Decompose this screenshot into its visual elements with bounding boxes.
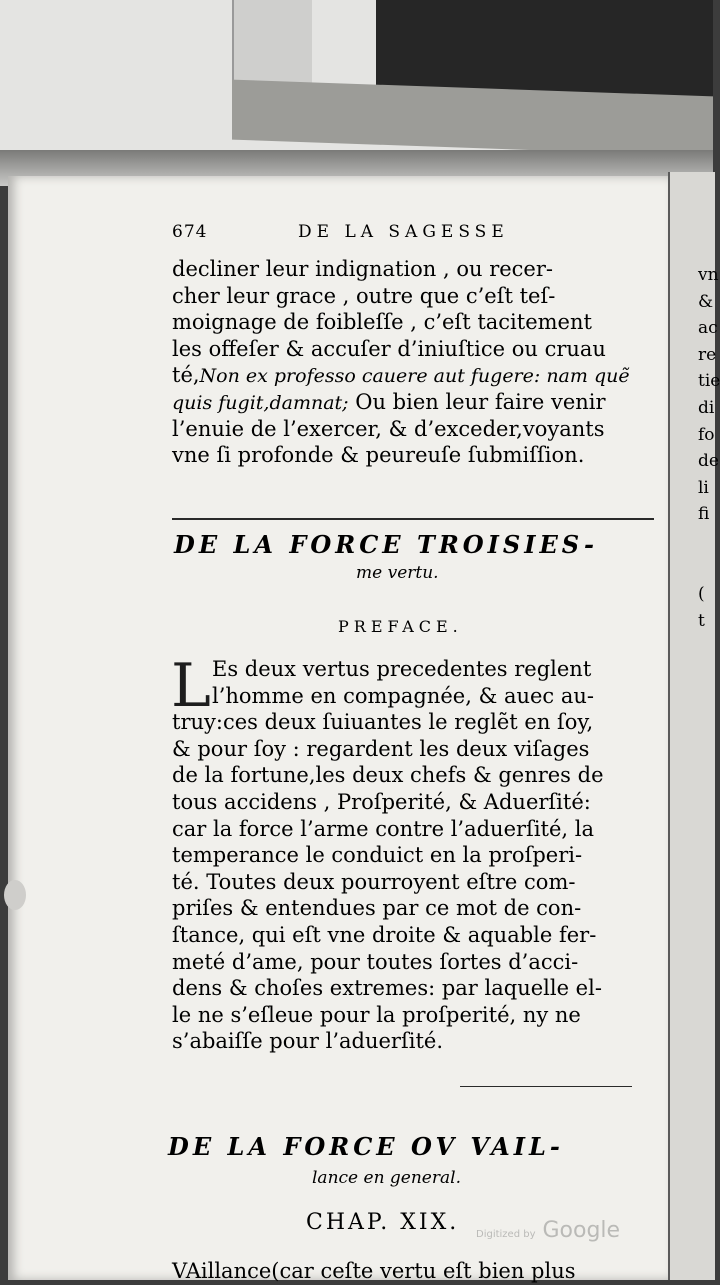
text-line: car la force l’arme contre l’aduerſité, la <box>172 816 594 841</box>
preface-label: PREFACE. <box>338 617 463 636</box>
margin-letter: li <box>698 477 709 498</box>
text-line: truy:ces deux ſuiuantes le reglẽt en ſoy, <box>172 710 594 735</box>
latin-line <box>172 389 662 416</box>
margin-letter: ac <box>698 318 718 339</box>
margin-letter: tie <box>698 371 720 392</box>
page-number: 674 <box>172 222 208 242</box>
page-smudge <box>4 880 26 910</box>
text-line: tous accidens , Proſperité, & Aduerſité: <box>172 789 591 814</box>
margin-letter: vn <box>698 265 719 285</box>
chapter-first-line <box>172 1258 662 1285</box>
latin-prefix: té, <box>172 363 200 388</box>
paragraph-top <box>172 256 662 469</box>
text-line: priſes & entendues par ce mot de con- <box>172 896 582 921</box>
margin-letter: re <box>698 344 717 365</box>
latin-line <box>172 362 662 389</box>
google-watermark <box>476 1218 620 1243</box>
latin-quote: Non ex professo cauere aut fugere: nam quẽ <box>199 365 630 388</box>
margin-letter: & <box>698 291 714 312</box>
text-line: & pour ſoy : regardent les deux viſages <box>172 736 590 761</box>
text-line: de la fortune,les deux chefs & genres de <box>172 763 604 788</box>
text-line: vne ſi profonde & peureuſe ſubmiſſion. <box>172 443 585 468</box>
background-object <box>232 0 312 92</box>
margin-letter: t <box>698 610 705 631</box>
text-line: meté d’ame, pour toutes ſortes d’acci- <box>172 949 579 974</box>
text-line: s’abaiſſe pour l’aduerſité. <box>172 1029 444 1054</box>
text-line: dens & choſes extremes: par laquelle el- <box>172 976 602 1001</box>
text-line: decliner leur indignation , ou recer- <box>172 257 553 281</box>
text-line: le ne s’eſleue pour la proſperité, ny ne <box>172 1002 581 1027</box>
chapter-heading: DE LA FORCE OV VAIL- <box>168 1132 564 1161</box>
text-line: ſtance, qui eſt vne droite & aquable fer- <box>172 922 597 947</box>
latin-quote: quis fugit,damnat; <box>172 391 349 414</box>
section-subheading: me vertu. <box>356 563 439 583</box>
latin-suffix: Ou bien leur faire venir <box>348 389 606 414</box>
text-line: l’enuie de l’exercer, & d’exceder,voyants <box>172 416 605 441</box>
drop-cap: L <box>171 651 211 721</box>
text-line: Es deux vertus precedentes reglent <box>212 657 592 681</box>
margin-letter: ( <box>698 584 705 605</box>
section-heading: DE LA FORCE TROISIES- <box>174 530 598 559</box>
watermark-large: Google <box>542 1218 621 1243</box>
facing-page-letters <box>698 262 720 634</box>
margin-letter <box>698 555 714 582</box>
text-line: cher leur grace , outre que c’eſt teſ- <box>172 283 556 308</box>
section-rule <box>172 518 654 520</box>
margin-letter: fi <box>698 504 710 525</box>
short-rule <box>460 1086 632 1087</box>
preface-paragraph <box>171 651 662 1055</box>
margin-letter: di <box>698 397 715 418</box>
watermark-small: Digitized by <box>476 1229 536 1240</box>
chapter-subheading: lance en general. <box>312 1168 461 1188</box>
text-line: les offeſer & accuſer d’iniuſtice ou cruau <box>172 336 606 361</box>
text-line: temperance le conduict en la proſperi- <box>172 843 583 868</box>
text-line: moignage de foibleſſe , c’eſt tacitement <box>172 310 592 335</box>
running-title: DE LA SAGESSE <box>298 222 509 242</box>
text-line: té. Toutes deux pourroyent eſtre com- <box>172 869 576 894</box>
text-line: l’homme en compagnée, & auec au- <box>212 683 594 708</box>
text-line: VAillance(car ceſte vertu eſt bien plus <box>172 1259 576 1283</box>
margin-letter: de <box>698 451 719 472</box>
chapter-label: CHAP. XIX. <box>306 1210 460 1235</box>
running-head <box>172 222 657 250</box>
margin-letter <box>698 528 714 555</box>
margin-letter: fo <box>698 424 715 445</box>
